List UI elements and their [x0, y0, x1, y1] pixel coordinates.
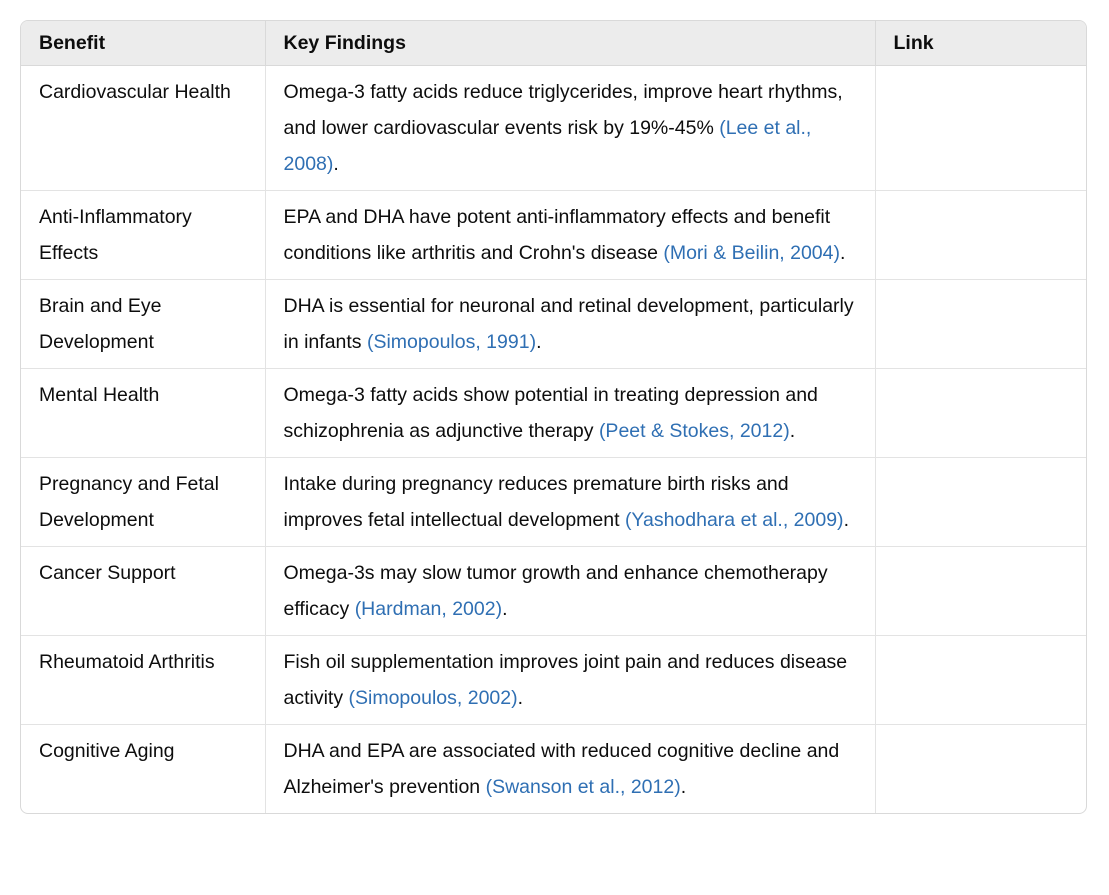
finding-cell — [265, 635, 875, 724]
finding-tail: . — [843, 508, 849, 531]
table-row — [21, 368, 1086, 457]
table-row — [21, 65, 1086, 190]
benefit-cell: Cancer Support — [21, 546, 265, 635]
link-cell — [875, 190, 1086, 279]
link-cell — [875, 724, 1086, 813]
benefit-cell: Brain and Eye Development — [21, 279, 265, 368]
link-cell — [875, 546, 1086, 635]
link-cell — [875, 457, 1086, 546]
finding-tail: . — [840, 241, 846, 264]
finding-cell — [265, 279, 875, 368]
finding-cell — [265, 190, 875, 279]
finding-tail: . — [680, 775, 687, 798]
table-row — [21, 546, 1086, 635]
finding-cell — [265, 65, 875, 190]
citation-link[interactable]: (Peet & Stokes, 2012) — [598, 419, 790, 442]
table-row — [21, 190, 1086, 279]
link-cell — [875, 368, 1086, 457]
finding-tail: . — [536, 330, 542, 353]
table-body — [21, 65, 1086, 813]
header-link: Link — [875, 21, 1086, 65]
table-row — [21, 635, 1086, 724]
citation-link[interactable]: (Yashodhara et al., 2009) — [624, 508, 844, 531]
finding-text: EPA and DHA have potent anti-inflammatory effects and benefit conditions like arthritis and Crohn's disease — [283, 205, 831, 264]
table-row — [21, 279, 1086, 368]
citation-link[interactable]: (Mori & Beilin, 2004) — [663, 241, 840, 264]
table-header — [21, 21, 1086, 65]
citation-link[interactable]: (Swanson et al., 2012) — [485, 775, 681, 798]
benefit-cell: Anti-Inflammatory Effects — [21, 190, 265, 279]
citation-link[interactable]: (Simopoulos, 1991) — [366, 330, 537, 353]
finding-text: Fish oil supplementation improves joint pain and reduces disease activity — [283, 650, 848, 709]
benefit-cell: Pregnancy and Fetal Development — [21, 457, 265, 546]
finding-cell — [265, 457, 875, 546]
finding-tail: . — [333, 152, 339, 175]
table-row — [21, 457, 1086, 546]
citation-link[interactable]: (Lee et al., 2008) — [283, 116, 812, 175]
finding-tail: . — [517, 686, 524, 709]
table-row — [21, 724, 1086, 813]
finding-text: Omega-3 fatty acids reduce triglycerides, improve heart rhythms, and lower cardiovascular events risk by 19%-45% — [283, 80, 843, 139]
finding-text: Omega-3 fatty acids show potential in treating depression and schizophrenia as adjunctive therapy — [283, 383, 818, 442]
finding-text: Intake during pregnancy reduces premature birth risks and improves fetal intellectual development — [283, 472, 789, 531]
benefits-table — [21, 21, 1086, 813]
finding-tail: . — [789, 419, 796, 442]
benefits-table-container — [20, 20, 1087, 814]
citation-link[interactable]: (Simopoulos, 2002) — [348, 686, 518, 709]
finding-text: DHA is essential for neuronal and retinal development, particularly in infants — [283, 294, 854, 353]
citation-link[interactable]: (Hardman, 2002) — [354, 597, 503, 620]
benefit-cell: Cardiovascular Health — [21, 65, 265, 190]
header-row — [21, 21, 1086, 65]
benefit-cell: Cognitive Aging — [21, 724, 265, 813]
finding-cell — [265, 546, 875, 635]
header-key-findings: Key Findings — [265, 21, 875, 65]
benefit-cell: Mental Health — [21, 368, 265, 457]
finding-tail: . — [502, 597, 508, 620]
header-benefit: Benefit — [21, 21, 265, 65]
finding-cell — [265, 724, 875, 813]
link-cell — [875, 65, 1086, 190]
link-cell — [875, 279, 1086, 368]
finding-text: Omega-3s may slow tumor growth and enhance chemotherapy efficacy — [283, 561, 828, 620]
finding-text: DHA and EPA are associated with reduced cognitive decline and Alzheimer's prevention — [283, 739, 840, 798]
link-cell — [875, 635, 1086, 724]
finding-cell — [265, 368, 875, 457]
benefit-cell: Rheumatoid Arthritis — [21, 635, 265, 724]
